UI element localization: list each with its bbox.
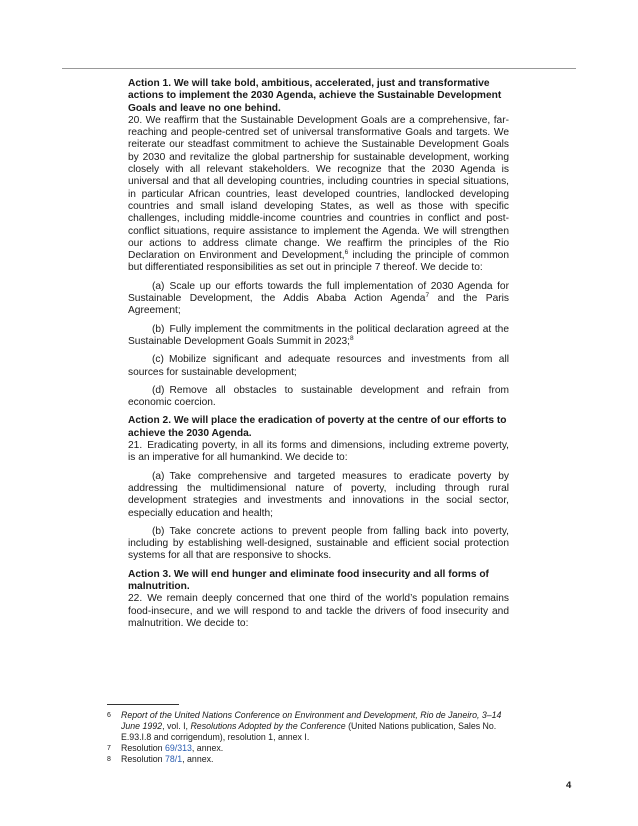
action-3-section [128,569,509,630]
paragraph-22: 22. We remain deeply concerned that one third of the world’s population remains food-insecure, and we will respond to and tackle the drivers of food insecurity and malnutrition. We decide to: [128,593,509,629]
paragraph-21-item-b: (b) Take concrete actions to prevent people from falling back into poverty, including by establishing well-designed, sustainable and efficient social protection systems for all that are responsive to shocks. [128,525,509,562]
footnotes [107,710,507,765]
paragraph-20-text: 20. We reaffirm that the Sustainable Development Goals are a comprehensive, far-reaching and people-centred set of universal transformative Goals and targets. We reiterate our steadfast commitment to achieve the Sustainable Development Goals by 2030 and revitalize the global partnership for sustainable development, working closely with all relevant stakeholders. We recognize that the 2030 Agenda is universal and that all developing countries, including countries in special situations, in particular African countries, least developed countries, landlocked developing countries and small island developing States, as well as those with specific challenges, including middle-income countries and countries in conflict and post-conflict situations, require assistance to implement the Agenda. We will strengthen our actions to address climate change. We reaffirm the principles of the Rio Declaration on Environment and Development, [128,114,509,262]
footnote-6-text-cont: (United Nations publication, Sales No. E.93.I.8 and corrigendum), resolution 1, annex I. [121,721,497,742]
footnote-ref-7[interactable]: 7 [425,292,430,300]
footnote-7 [107,743,507,754]
footnote-6 [107,710,507,743]
footnote-8 [107,754,507,765]
paragraph-20-item-c: (c) Mobilize significant and adequate resources and investments from all sources for sustainable development; [128,354,509,378]
footnote-ref-6[interactable]: 6 [344,249,349,257]
resolution-69-313-link[interactable]: 69/313 [165,743,192,753]
action-1-section [128,78,509,409]
item-b-text: (b) Fully implement the commitments in the political declaration agreed at the Sustainable Development Goals Summit in 2023; [128,323,509,347]
paragraph-21-item-a: (a) Take comprehensive and targeted measures to eradicate poverty by addressing the multidimensional nature of poverty, including through rural development strategies and investments and innovations in the social sector, especially education and health; [128,470,509,519]
action-1-title: Action 1. We will take bold, ambitious, accelerated, just and transformative actions to implement the 2030 Agenda, achieve the Sustainable Development Goals and leave no one behind. [128,78,502,114]
footnote-number: 7 [107,745,111,752]
footnote-8-prefix: Resolution [121,754,166,764]
action-2-section [128,415,509,562]
footnote-number: 6 [107,712,111,719]
footnote-separator [107,704,179,705]
footnote-ref-8[interactable]: 8 [349,334,354,342]
footnote-6-resolutions-title: Resolutions Adopted by the Conference [190,721,346,731]
resolution-78-1-link[interactable]: 78/1 [165,754,183,764]
paragraph-20-item-a [128,281,509,318]
item-a-text: (a) Scale up our efforts towards the full implementation of 2030 Agenda for Sustainable Development, the Addis Ababa Action Agenda [128,280,509,305]
paragraph-21: 21. Eradicating poverty, in all its forms and dimensions, including extreme poverty, is an imperative for all humankind. We decide to: [128,440,509,464]
paragraph-20-item-b [128,324,509,349]
footnote-7-suffix: , annex. [191,743,224,753]
action-2-title: Action 2. We will place the eradication of poverty at the centre of our efforts to achieve the 2030 Agenda. [128,415,507,439]
item-a-text-cont: and the Paris Agreement; [128,293,509,317]
header-rule [62,68,576,69]
paragraph-20-text-cont: including the principle of common but differentiated responsibilities as set out in principle 7 thereof. We decide to: [128,250,509,274]
document-body [128,78,509,630]
footnote-6-text: , vol. I, [162,721,191,731]
action-3-title: Action 3. We will end hunger and eliminate food insecurity and all forms of malnutrition. [128,568,489,592]
paragraph-20 [128,115,509,275]
paragraph-20-item-d: (d) Remove all obstacles to sustainable development and refrain from economic coercion. [128,384,509,409]
footnote-6-title: Report of the United Nations Conference on Environment and Development, Rio de Janeiro, 3–14 June 1992 [121,710,502,731]
footnote-7-prefix: Resolution [121,743,166,753]
footnote-8-suffix: , annex. [182,754,214,764]
page-number: 4 [566,780,572,791]
footnote-number: 8 [107,756,111,763]
